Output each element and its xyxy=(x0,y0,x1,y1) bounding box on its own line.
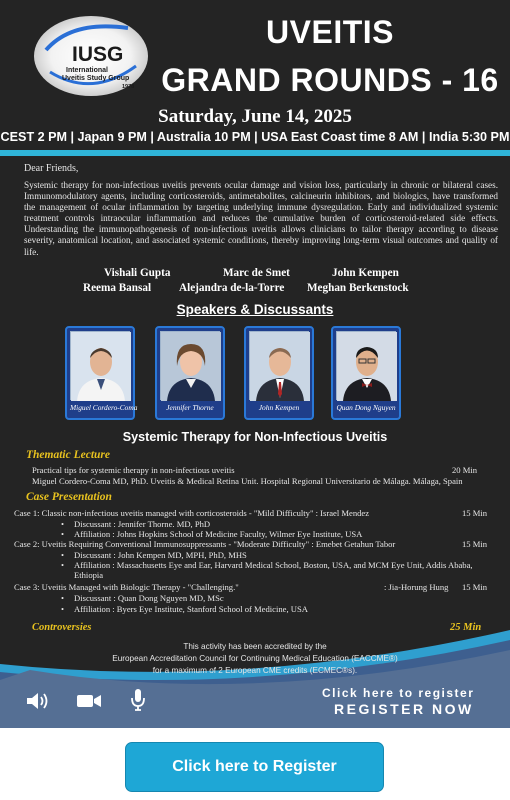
thematic-duration: 20 Min xyxy=(452,465,478,475)
organizer-name: Vishali Gupta xyxy=(104,267,171,279)
organizer-name: Alejandra de-la-Torre xyxy=(179,282,285,294)
person-photo-icon xyxy=(70,331,130,400)
accreditation-line: European Accreditation Council for Continuing Medical Education (EACCME®) xyxy=(112,654,398,663)
speaker-name: Quan Dong Nguyen xyxy=(336,403,396,412)
iusg-logo xyxy=(32,14,150,98)
register-link[interactable]: Click here to register xyxy=(322,686,475,700)
person-photo-icon xyxy=(249,331,309,400)
case-duration: 15 Min xyxy=(462,539,488,549)
speaker-name: Miguel Cordero-Coma xyxy=(70,403,138,412)
case-title: Case 3: Uveitis Managed with Biologic Therapy - "Challenging." xyxy=(14,582,239,592)
organizer-name: Marc de Smet xyxy=(223,267,290,279)
organizer-name: Meghan Berkenstock xyxy=(307,282,409,294)
thematic-talk: Practical tips for systemic therapy in non-infectious uveitis xyxy=(32,465,235,475)
case-duration: 15 Min xyxy=(462,508,488,518)
event-title-line2: GRAND ROUNDS - 16 xyxy=(161,62,499,98)
video-camera-icon xyxy=(76,692,102,710)
intro-paragraph: Systemic therapy for non-infectious uveitis prevents ocular damage and vision loss, particularly in chronic or bilateral cases. Immunomodulatory agents, including corticosteroids, antimetabolites, calcineurin inhibitors, and biologics, have transformed the management of ocular inflammation by targeting underlying immune dysregulation. Early and individualized systemic treatment controls intraocular inflammation and reduces the cumulative burden of corticosteroid-related side effects. Understanding the immunopathogenesis of non-infectious uveitis allows clinicians to tailor therapy according to disease severity, anatomical location, and associated systemic conditions, thereby improving long-term visual outcomes and quality of life. xyxy=(24,180,498,257)
accreditation-note xyxy=(80,641,430,677)
logo-line2: Uveitis Study Group xyxy=(62,75,130,82)
case-presenter: : Jia-Horung Hung xyxy=(384,582,449,592)
case-affiliation: • Affiliation : Massachusetts Eye and Ear, Harvard Medical School, Boston, USA, and MCM Eye Unit, Addis Ababa, Ethiopia xyxy=(74,560,490,580)
speaker-card xyxy=(331,326,401,420)
event-times: CEST 2 PM | Japan 9 PM | Australia 10 PM | USA East Coast time 8 AM | India 5:30 PM xyxy=(0,130,510,144)
speakers-heading: Speakers & Discussants xyxy=(176,302,334,317)
speaker-icon xyxy=(24,690,50,712)
thematic-speaker: Miguel Cordero-Coma MD, PhD. Uveitis & Medical Retina Unit. Hospital Regional Universitario de Málaga. Málaga, Spain xyxy=(32,476,463,486)
case-affiliation: • Affiliation : Byers Eye Institute, Stanford School of Medicine, USA xyxy=(74,604,308,614)
logo-acronym: IUSG xyxy=(72,43,124,66)
speaker-card xyxy=(65,326,138,420)
greeting: Dear Friends, xyxy=(24,163,79,174)
speaker-name: Jennifer Thorne xyxy=(166,403,214,412)
organizer-name: John Kempen xyxy=(332,267,399,279)
person-photo-icon xyxy=(160,331,220,400)
case-heading: Case Presentation xyxy=(26,491,112,503)
register-button[interactable]: Click here to Register xyxy=(125,742,384,792)
logo-line1: International xyxy=(66,67,109,74)
thematic-heading: Thematic Lecture xyxy=(26,449,110,461)
controversies-label: Controversies xyxy=(32,622,92,633)
controversies-duration: 25 Min xyxy=(450,622,482,633)
case-title: Case 1: Classic non-infectious uveitis managed with corticosteroids - "Mild Difficulty" : Israel Mendez xyxy=(14,508,370,518)
speaker-card xyxy=(244,326,314,420)
case-duration: 15 Min xyxy=(462,582,488,592)
event-title-line1: UVEITIS xyxy=(266,14,394,50)
accreditation-line: for a maximum of 2 European CME credits (ECMEC®s). xyxy=(152,666,358,675)
organizer-name: Reema Bansal xyxy=(83,282,152,294)
accreditation-line: This activity has been accredited by the xyxy=(183,642,327,651)
case-discussant: • Discussant : Jennifer Thorne. MD, PhD xyxy=(74,519,210,529)
case-title: Case 2: Uveitis Requiring Conventional Immunosuppressants - "Moderate Difficulty" : Emebet Getahun Tabor xyxy=(14,539,396,549)
case-affiliation: • Affiliation : Johns Hopkins School of Medicine Faculty, Wilmer Eye Institute, USA xyxy=(74,529,362,539)
microphone-icon xyxy=(130,688,146,712)
speaker-card xyxy=(155,326,225,420)
case-discussant: • Discussant : John Kempen MD, MPH, PhD, MHS xyxy=(74,550,247,560)
event-date: Saturday, June 14, 2025 xyxy=(158,106,352,127)
register-now-link[interactable]: REGISTER NOW xyxy=(334,701,474,717)
program-title: Systemic Therapy for Non-Infectious Uveitis xyxy=(122,430,388,444)
person-photo-icon xyxy=(336,331,396,400)
speaker-name: John Kempen xyxy=(258,403,300,412)
divider xyxy=(0,150,510,156)
case-discussant: • Discussant : Quan Dong Nguyen MD, MSc xyxy=(74,593,224,603)
logo-year: 1978 xyxy=(122,84,135,90)
